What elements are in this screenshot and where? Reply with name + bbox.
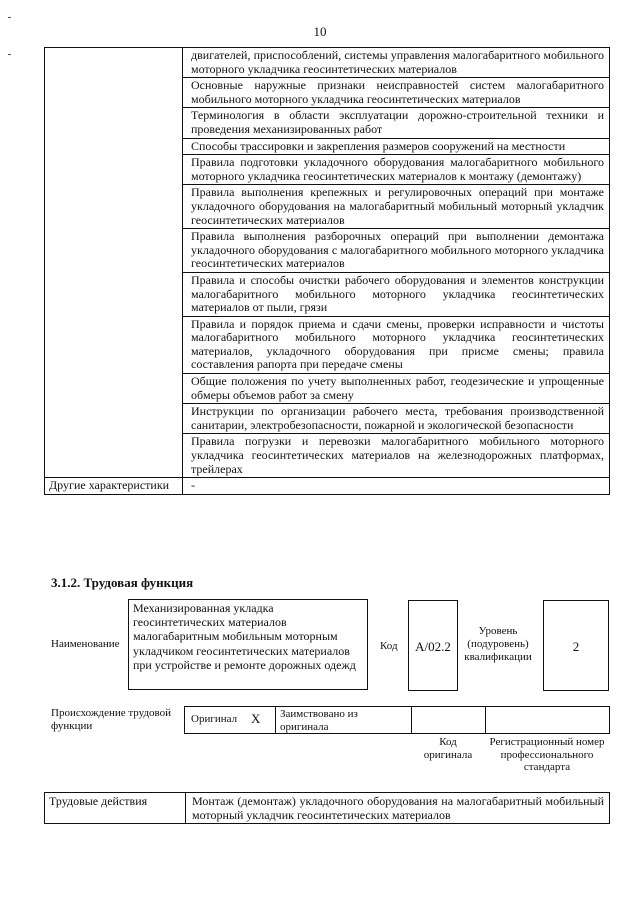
- section-title: 3.1.2. Трудовая функция: [51, 575, 194, 590]
- table-cell: двигателей, приспособлений, системы управления малогабаритного мобильного моторного укладчика геосинтетических материалов: [183, 48, 610, 78]
- table-row: [45, 48, 610, 78]
- table-cell: Правила и способы очистки рабочего оборудования и элементов конструкции малогабаритного мобильного моторного укладчика геосинтетических материалов от пыли, грязи: [183, 272, 610, 316]
- code-original-caption: Код оригинала: [423, 736, 473, 761]
- qualification-level-box: 2: [543, 600, 609, 691]
- table-cell: Правила выполнения разборочных операций при выполнении демонтажа укладочного оборудования с малогабаритного мобильного моторного укладчика геосинтетических материалов: [183, 229, 610, 273]
- code-original-cell: [411, 707, 486, 733]
- borrowed-cell: Заимствовано из оригинала: [275, 707, 411, 733]
- table-row: [45, 478, 610, 495]
- table-cell: Общие положения по учету выполненных работ, геодезические и упрощенные обмеры объемов работ за смену: [183, 374, 610, 404]
- table-row: [45, 793, 610, 824]
- requirements-table: [44, 47, 610, 495]
- original-mark: X: [251, 711, 261, 726]
- table-cell: Правила и порядок приема и сдачи смены, проверки исправности и чистоты малогабаритного мобильного моторного укладчика геосинтетических материалов, укладочного оборудования при присме смены; правила составления рапорта при передаче смены: [183, 316, 610, 373]
- registration-number-cell: [485, 707, 610, 733]
- other-characteristics-value: -: [183, 478, 610, 495]
- qualification-level-label: Уровень (подуровень) квалификации: [464, 625, 532, 663]
- origin-label: Происхождение трудовой функции: [51, 707, 172, 732]
- other-characteristics-label: Другие характеристики: [45, 478, 183, 495]
- page-number: 10: [313, 24, 327, 39]
- actions-value: Монтаж (демонтаж) укладочного оборудования на малогабаритный мобильный моторный укладчик геосинтетических материалов: [186, 793, 610, 824]
- name-label: Наименование: [51, 638, 120, 650]
- registration-number-caption: Регистрационный номер профессионального стандарта: [489, 736, 605, 773]
- row-label-cell: [45, 48, 183, 478]
- table-cell: Инструкции по организации рабочего места, требования производственной санитарии, электробезопасности, пожарной и экологической безопасности: [183, 404, 610, 434]
- table-cell: Правила погрузки и перевозки малогабаритного мобильного моторного укладчика геосинтетических материалов на железнодорожных платформах, трейлерах: [183, 434, 610, 478]
- table-cell: Способы трассировки и закрепления размеров сооружений на местности: [183, 138, 610, 155]
- original-cell: [185, 707, 275, 733]
- code-label: Код: [380, 640, 398, 652]
- actions-label: Трудовые действия: [45, 793, 186, 824]
- table-cell: Правила выполнения крепежных и регулировочных операций при монтаже укладочного оборудования на малогабаритный мобильный моторный укладчик геосинтетических материалов: [183, 185, 610, 229]
- scan-mark: [8, 54, 11, 55]
- actions-table: [44, 792, 610, 824]
- table-cell: Основные наружные признаки неисправностей систем малогабаритного мобильного моторного укладчика геосинтетических материалов: [183, 78, 610, 108]
- table-cell: Правила подготовки укладочного оборудования малогабаритного мобильного моторного укладчика геосинтетических материалов к монтажу (демонтажу): [183, 155, 610, 185]
- origin-row: [184, 706, 610, 734]
- scan-mark: [8, 17, 11, 18]
- function-name-box: Механизированная укладка геосинтетических материалов малогабаритным мобильным моторным укладчиком геосинтетических материалов при устройстве и ремонте дорожных одежд: [128, 599, 368, 690]
- table-cell: Терминология в области эксплуатации дорожно-строительной техники и проведения механизированных работ: [183, 108, 610, 138]
- function-code-box: A/02.2: [408, 600, 458, 691]
- original-label: Оригинал: [191, 713, 238, 725]
